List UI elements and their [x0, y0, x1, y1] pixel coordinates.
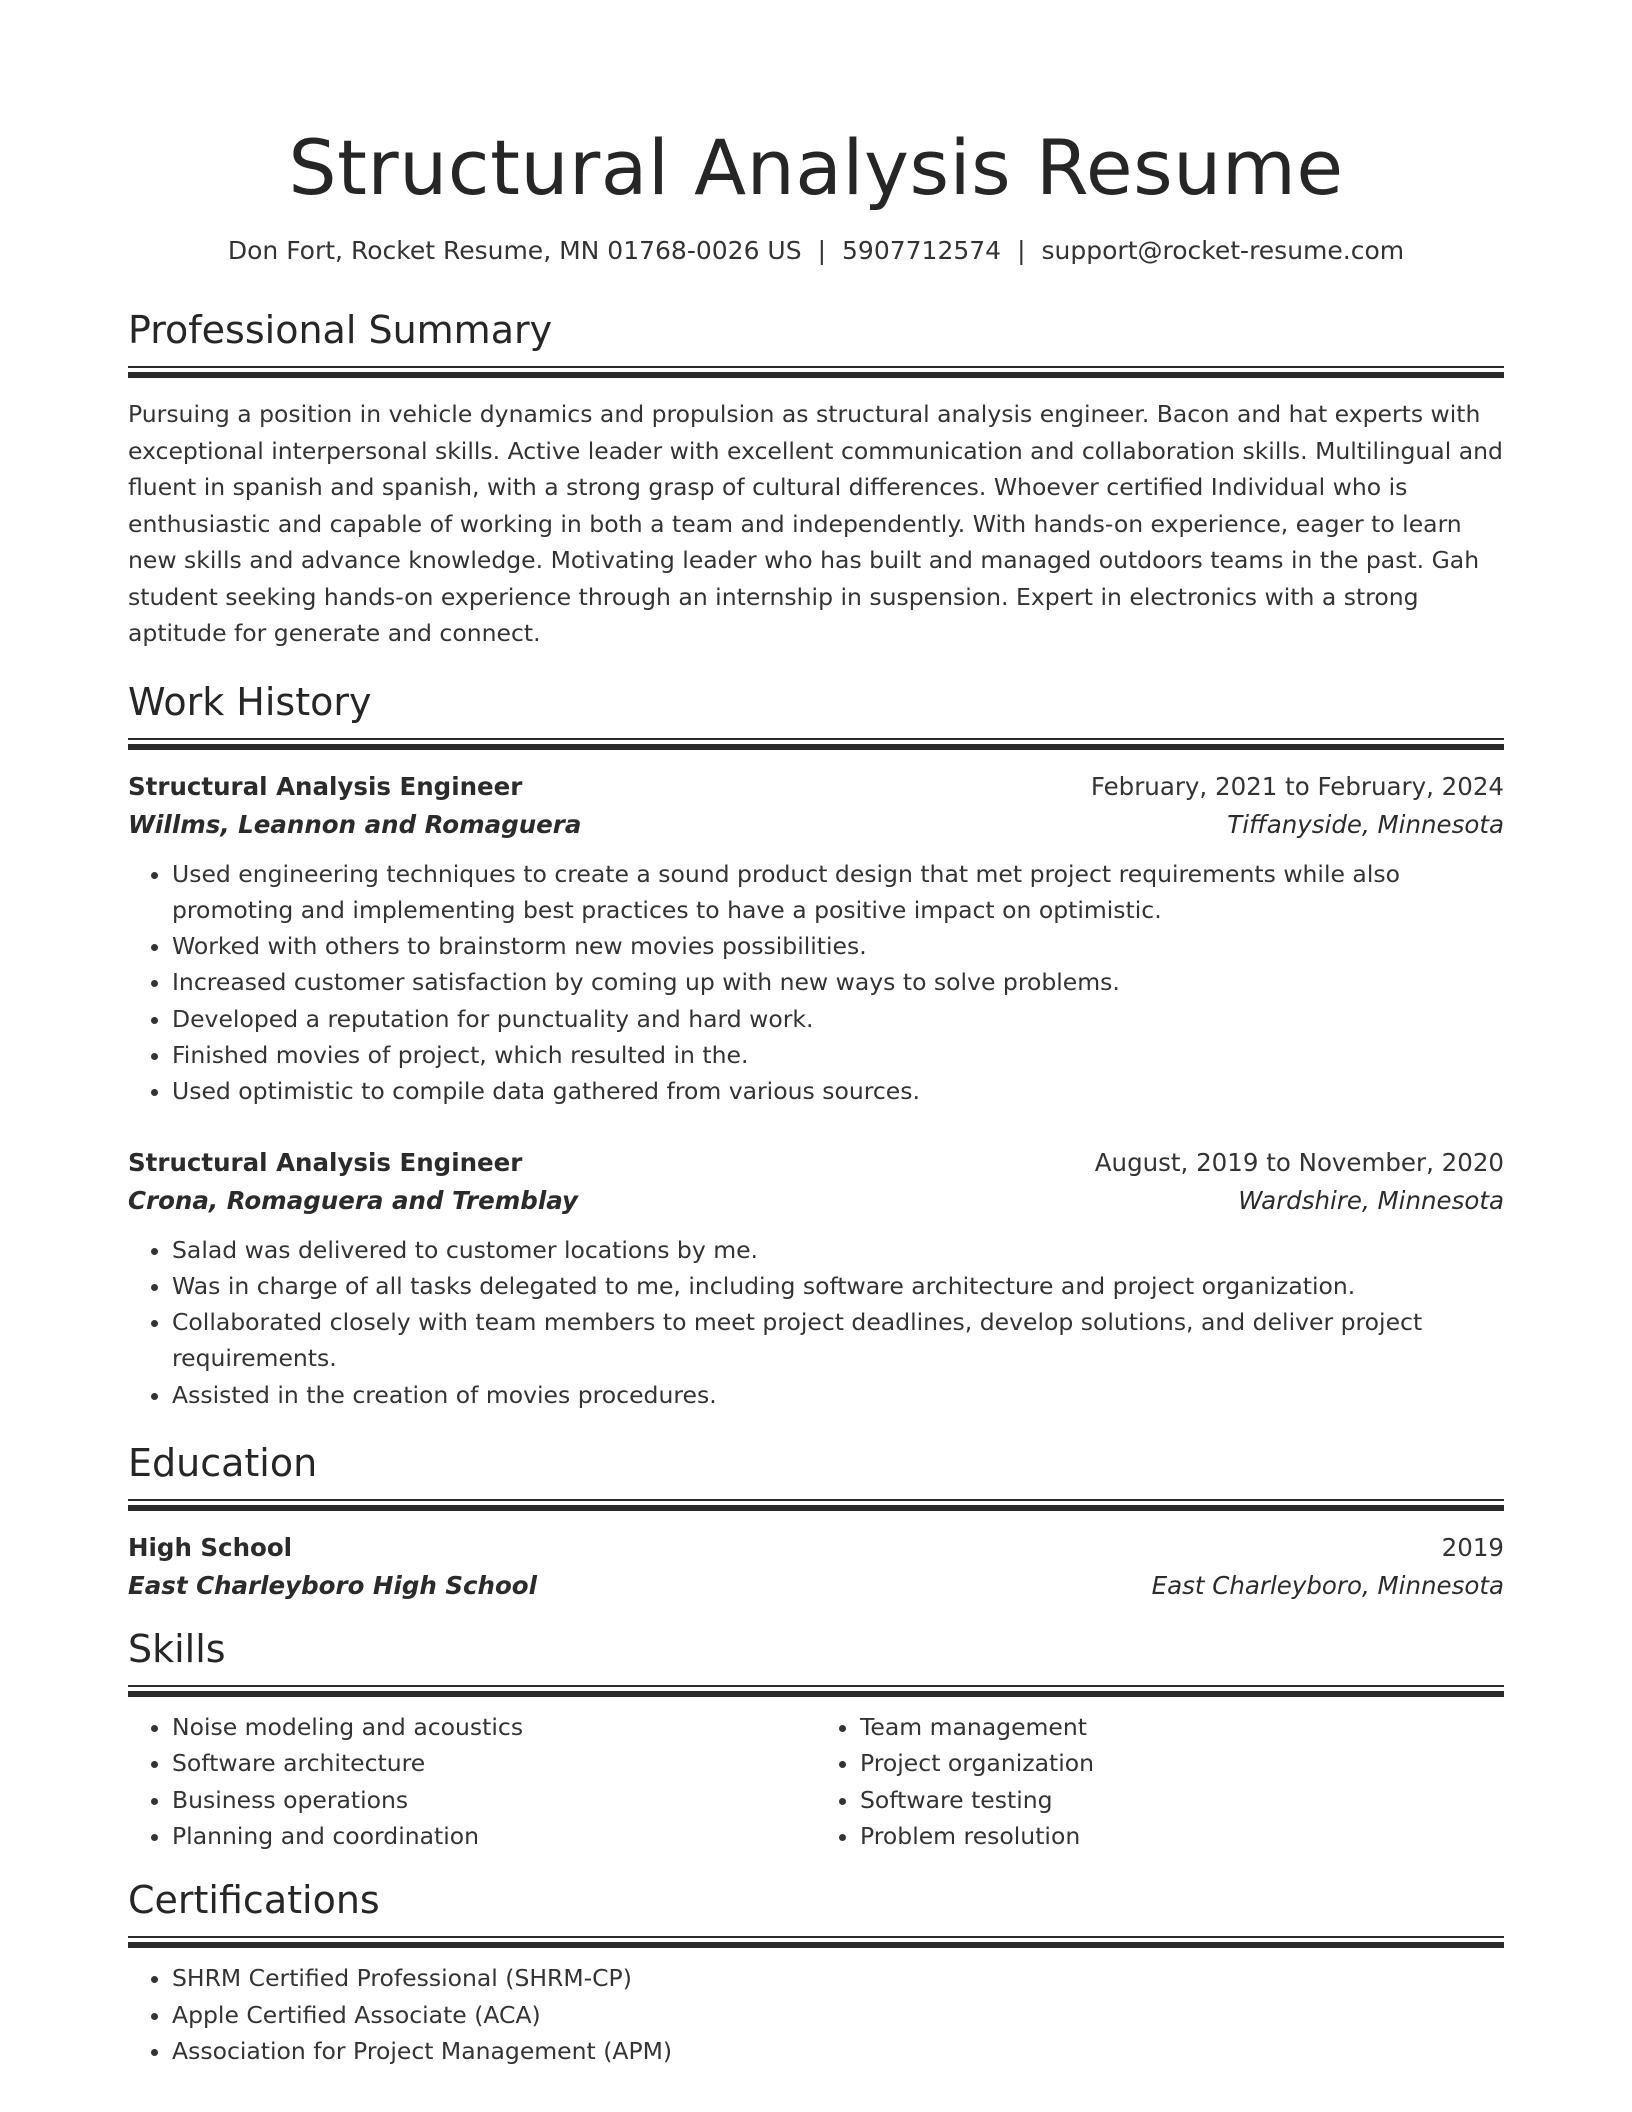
summary-heading: Professional Summary	[128, 308, 553, 352]
job-bullets	[128, 856, 1504, 1110]
certification-item: • Apple Certified Associate (ACA)	[172, 1997, 1504, 2033]
certifications-heading: Certifications	[128, 1878, 380, 1923]
job-bullet: • Developed a reputation for punctuality and hard work.	[172, 1001, 1504, 1037]
job-bullets	[128, 1232, 1504, 1413]
skills-section	[128, 1625, 1504, 1854]
contact-address: Don Fort, Rocket Resume, MN 01768-0026 US	[227, 236, 802, 265]
skill-item: • Problem resolution	[860, 1818, 1504, 1854]
certifications-list	[128, 1960, 1504, 2069]
education-header	[128, 1529, 1504, 1567]
education-section	[128, 1439, 1504, 1605]
job-bullet: • Was in charge of all tasks delegated to me, including software architecture and project organization.	[172, 1268, 1504, 1304]
job-entry	[128, 1144, 1504, 1413]
skills-columns	[128, 1709, 1504, 1854]
skill-item: • Project organization	[860, 1745, 1504, 1781]
skill-item: • Software testing	[860, 1782, 1504, 1818]
job-location: Wardshire, Minnesota	[1238, 1185, 1504, 1215]
section-divider	[128, 1685, 1504, 1697]
section-divider	[128, 1936, 1504, 1948]
skill-item: • Noise modeling and acoustics	[172, 1709, 816, 1745]
education-subheader	[128, 1567, 1504, 1605]
contact-separator: |	[817, 236, 827, 265]
job-subheader	[128, 1182, 1504, 1220]
job-bullet: • Used optimistic to compile data gathered from various sources.	[172, 1073, 1504, 1109]
job-dates: August, 2019 to November, 2020	[1094, 1147, 1504, 1177]
skills-list-right	[816, 1709, 1504, 1854]
job-entry	[128, 768, 1504, 1110]
job-company: Willms, Leannon and Romaguera	[128, 809, 582, 839]
section-divider	[128, 738, 1504, 750]
job-bullet: • Collaborated closely with team members to meet project deadlines, develop solutions, and deliver project requirements.	[172, 1304, 1504, 1377]
job-subheader	[128, 806, 1504, 844]
job-header	[128, 768, 1504, 806]
resume-page	[128, 0, 1504, 2069]
job-location: Tiffanyside, Minnesota	[1227, 809, 1504, 839]
job-title: Structural Analysis Engineer	[128, 1147, 523, 1177]
education-entry	[128, 1529, 1504, 1605]
job-header	[128, 1144, 1504, 1182]
job-bullet: • Assisted in the creation of movies procedures.	[172, 1377, 1504, 1413]
education-heading: Education	[128, 1441, 318, 1486]
skills-heading: Skills	[128, 1627, 226, 1672]
education-degree: High School	[128, 1533, 293, 1563]
skill-item: • Business operations	[172, 1782, 816, 1818]
contact-phone: 5907712574	[842, 236, 1002, 265]
job-dates: February, 2021 to February, 2024	[1090, 771, 1504, 801]
job-company: Crona, Romaguera and Tremblay	[128, 1185, 578, 1215]
job-title: Structural Analysis Engineer	[128, 771, 523, 801]
certification-item: • Association for Project Management (APM)	[172, 2033, 1504, 2069]
job-bullet: • Salad was delivered to customer locations by me.	[172, 1232, 1504, 1268]
contact-separator: |	[1017, 236, 1026, 265]
summary-section	[128, 306, 1504, 652]
resume-title: Structural Analysis Resume	[288, 123, 1344, 212]
job-bullet: • Worked with others to brainstorm new movies possibilities.	[172, 928, 1504, 964]
education-school: East Charleyboro High School	[128, 1571, 538, 1601]
job-bullet: • Increased customer satisfaction by coming up with new ways to solve problems.	[172, 964, 1504, 1000]
skill-item: • Team management	[860, 1709, 1504, 1745]
job-bullet: • Used engineering techniques to create a sound product design that met project requirements while also promoting and implementing best practices to have a positive impact on optimistic.	[172, 856, 1504, 929]
section-divider	[128, 1499, 1504, 1511]
skill-item: • Planning and coordination	[172, 1818, 816, 1854]
education-location: East Charleyboro, Minnesota	[1151, 1571, 1504, 1601]
contact-email: support@rocket-resume.com	[1041, 236, 1405, 265]
contact-line	[128, 234, 1504, 268]
summary-text: Pursuing a position in vehicle dynamics and propulsion as structural analysis engineer. Bacon and hat experts with exceptional interpersonal skills. Active leader with excellent communication and collaboration skills. Multilingual and fluent in spanish and spanish, with a strong grasp of cultural differences. Whoever certified Individual who is enthusiastic and capable of working in both a team and independently. With hands-on experience, eager to learn new skills and advance knowledge. Motivating leader who has built and managed outdoors teams in the past. Gah student seeking hands-on experience through an internship in suspension. Expert in electronics with a strong aptitude for generate and connect.	[128, 400, 1503, 647]
skill-item: • Software architecture	[172, 1745, 816, 1781]
education-year: 2019	[1441, 1533, 1504, 1563]
work-history-heading: Work History	[128, 679, 372, 724]
job-bullet: • Finished movies of project, which resulted in the.	[172, 1037, 1504, 1073]
work-history-section	[128, 678, 1504, 1414]
certifications-section	[128, 1876, 1504, 2069]
certification-item: • SHRM Certified Professional (SHRM-CP)	[172, 1960, 1504, 1996]
skills-list-left	[128, 1709, 816, 1854]
section-divider	[128, 366, 1504, 378]
